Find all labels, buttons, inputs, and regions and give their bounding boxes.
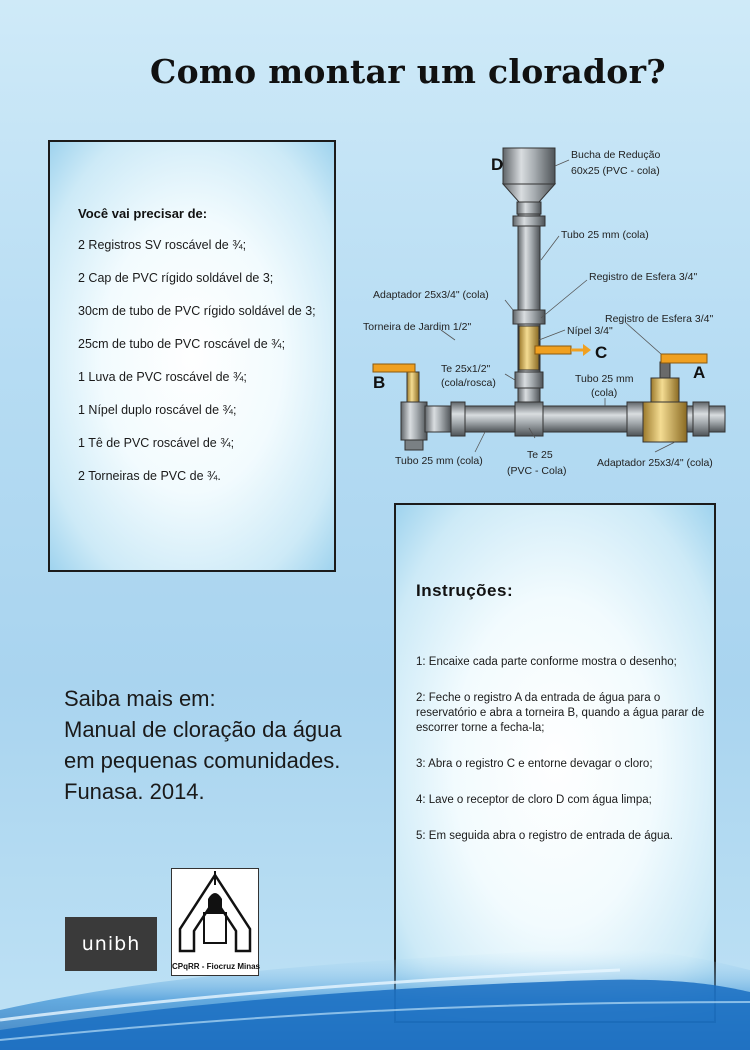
cpqrr-emblem-icon [172,869,258,959]
page-title: Como montar um clorador? [150,52,666,91]
label-tubo-right-1: Tubo 25 mm [575,373,634,385]
label-tubo-bottom: Tubo 25 mm (cola) [395,455,483,467]
label-b: B [373,373,386,392]
funnel-top [503,148,555,184]
label-tubo-right-2: (cola) [591,387,618,399]
list-item: 3: Abra o registro C e entorne devagar o cloro; [416,758,653,770]
instructions-list [416,655,706,865]
list-item: 2 Cap de PVC rígido soldável de 3; [78,271,274,285]
cpqrr-caption: CPqRR - Fiocruz Minas [172,962,261,971]
more-info-line: Saiba mais em: [64,686,216,711]
funnel-cone [503,184,555,202]
valve-a-handle [661,354,707,363]
materials-list [78,238,328,502]
materials-heading: Você vai precisar de: [78,206,208,221]
tee-collar [515,372,543,388]
label-te-small-2: (cola/rosca) [441,377,496,389]
unibh-logo: unibh [65,917,157,971]
list-item: 2 Torneiras de PVC de ¾. [78,469,221,483]
valve-a-body [643,402,687,442]
pipe-collar [513,216,545,226]
materials-panel [48,140,336,572]
label-te-small-1: Te 25x1/2" [441,363,491,375]
list-item: 25cm de tubo de PVC roscável de ¾; [78,337,286,351]
label-adaptador-bottom: Adaptador 25x3/4" (cola) [597,457,713,469]
label-a: A [693,363,706,382]
list-item: 1 Tê de PVC roscável de ¾; [78,436,235,450]
instructions-heading: Instruções: [416,581,514,600]
list-item: 5: Em seguida abra o registro de entrada de água. [416,830,674,842]
list-item: 1: Encaixe cada parte conforme mostra o desenho; [416,656,677,668]
list-item: 1 Luva de PVC roscável de ¾; [78,370,247,384]
more-info-line: Manual de cloração da água [64,717,342,742]
cpqrr-logo [171,868,259,976]
label-bucha-2: 60x25 (PVC - cola) [571,165,660,177]
label-nipel: Nípel 3/4" [567,325,613,337]
valve-c-handle [535,346,571,354]
list-item: 2 Registros SV roscável de ¾; [78,238,247,252]
label-c: C [595,343,608,362]
label-te-bottom-2: (PVC - Cola) [507,465,567,477]
label-te-bottom-1: Te 25 [527,449,553,461]
label-d: D [491,155,504,174]
list-item: 1 Nípel duplo roscável de ¾; [78,403,237,417]
label-adaptador-top: Adaptador 25x3/4" (cola) [373,289,489,301]
label-bucha-1: Bucha de Redução [571,149,661,161]
label-registro-1: Registro de Esfera 3/4" [589,271,698,283]
list-item: 30cm de tubo de PVC rígido soldável de 3; [78,304,316,318]
faucet-b-stem [407,372,419,402]
faucet-b-handle [373,364,415,372]
valve-a-stem [660,362,670,380]
valve-a-top [651,378,679,402]
faucet-b-body [401,402,427,440]
adapter-collar [513,310,545,324]
funnel-neck [517,202,541,214]
more-info-text [64,683,394,807]
chlorinator-diagram [355,140,740,485]
more-info-line: em pequenas comunidades. [64,748,341,773]
label-torneira: Torneira de Jardim 1/2" [363,321,472,333]
more-info-line: Funasa. 2014. [64,779,205,804]
list-item: 2: Feche o registro A da entrada de água para o reservatório e abra a torneira B, quando a água parar de escorrer torne a fecha-la; [416,692,705,734]
label-registro-2: Registro de Esfera 3/4" [605,313,714,325]
list-item: 4: Lave o receptor de cloro D com água limpa; [416,794,652,806]
label-tubo-top: Tubo 25 mm (cola) [561,229,649,241]
